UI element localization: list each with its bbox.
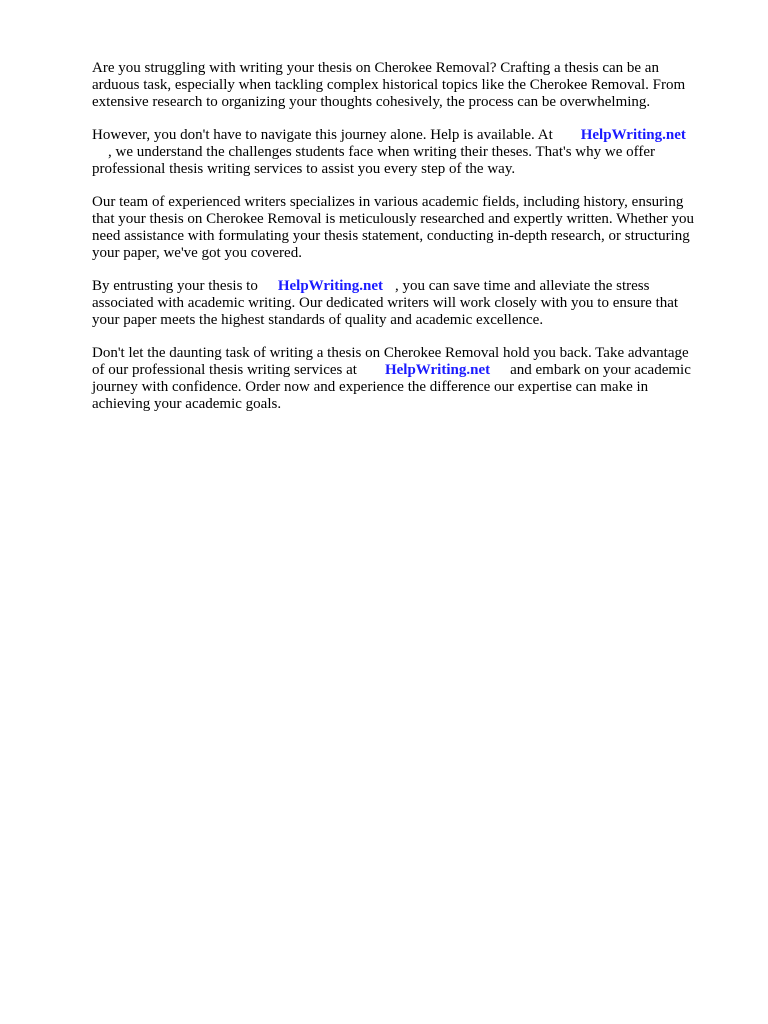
paragraph-line (92, 144, 718, 161)
paragraph-line: achieving your academic goals. (92, 396, 282, 412)
paragraph-team (92, 194, 718, 262)
paragraph-line: your paper, we've got you covered. (92, 245, 302, 261)
paragraph-line: Our team of experienced writers specializes in various academic fields, including history, ensuring (92, 194, 684, 210)
paragraph-line: arduous task, especially when tackling complex historical topics like the Cherokee Removal. From (92, 77, 686, 93)
paragraph-line (92, 362, 718, 379)
paragraph-text: , we understand the challenges students face when writing their theses. That's why we offer (108, 144, 655, 160)
paragraph-line: Are you struggling with writing your thesis on Cherokee Removal? Crafting a thesis can be an (92, 60, 659, 76)
paragraph-closing (92, 345, 718, 413)
paragraph-entrusting (92, 278, 718, 329)
paragraph-line (92, 127, 718, 144)
paragraph-line (92, 278, 718, 295)
paragraph-line: Don't let the daunting task of writing a thesis on Cherokee Removal hold you back. Take advantage (92, 345, 689, 361)
paragraph-text: However, you don't have to navigate this journey alone. Help is available. At (92, 127, 553, 143)
paragraph-line: that your thesis on Cherokee Removal is meticulously researched and expertly written. Whether you (92, 211, 695, 227)
paragraph-text: By entrusting your thesis to (92, 278, 258, 294)
paragraph-line: journey with confidence. Order now and experience the difference our expertise can make in (92, 379, 649, 395)
helpwriting-link[interactable]: HelpWriting.net (277, 278, 383, 294)
paragraph-text: , you can save time and alleviate the stress (394, 278, 650, 294)
document-page (92, 60, 718, 429)
paragraph-line: your paper meets the highest standards of quality and academic excellence. (92, 312, 544, 328)
paragraph-line: need assistance with formulating your thesis statement, conducting in-depth research, or structuring (92, 228, 690, 244)
helpwriting-link[interactable]: HelpWriting.net (580, 127, 686, 143)
paragraph-intro (92, 60, 718, 111)
helpwriting-link[interactable]: HelpWriting.net (384, 362, 491, 378)
paragraph-text: and embark on your academic (510, 362, 691, 378)
paragraph-line: associated with academic writing. Our dedicated writers will work closely with you to ensure that (92, 295, 679, 311)
paragraph-line: professional thesis writing services to assist you every step of the way. (92, 161, 516, 177)
paragraph-text: of our professional thesis writing services at (92, 362, 357, 378)
paragraph-line: extensive research to organizing your thoughts cohesively, the process can be overwhelming. (92, 94, 651, 110)
paragraph-help-available (92, 127, 718, 178)
